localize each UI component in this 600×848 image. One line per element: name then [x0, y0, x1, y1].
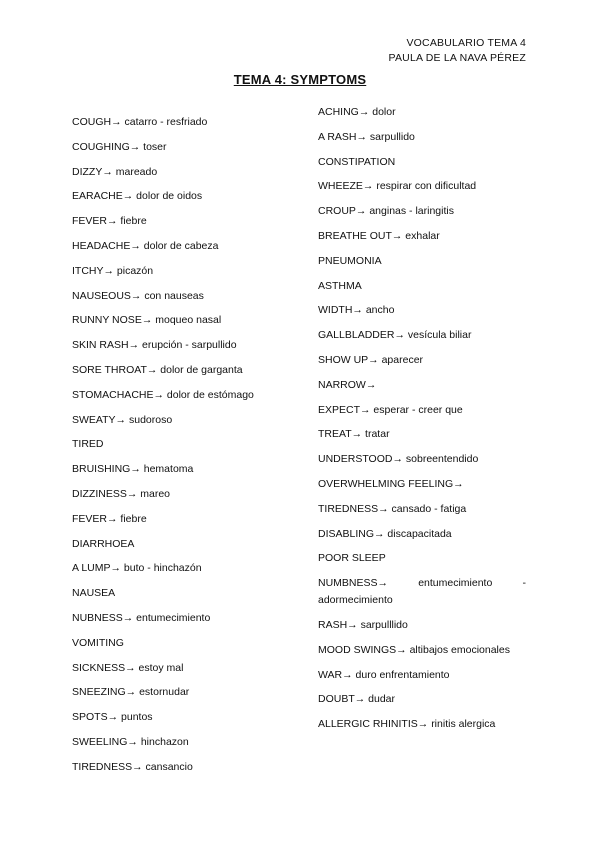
vocab-entry: STOMACHACHE→ dolor de estómago [72, 388, 254, 401]
vocab-entry: RASH→ sarpulllido [318, 618, 408, 631]
vocab-entry: SPOTS→ puntos [72, 711, 153, 724]
vocab-entry: WHEEZE→ respirar con dificultad [318, 180, 477, 193]
vocab-entry: SNEEZING→ estornudar [72, 686, 190, 699]
vocab-entry: DISABLING→ discapacitada [318, 527, 452, 540]
vocab-entry: A LUMP→ buto - hinchazón [72, 562, 202, 575]
document-header [286, 36, 526, 66]
vocab-entry: NUBNESS→ entumecimiento [72, 611, 211, 624]
vocab-entry: WAR→ duro enfrentamiento [318, 668, 450, 681]
vocab-entry: VOMITING [72, 636, 124, 649]
vocab-entry: UNDERSTOOD→ sobreentendido [318, 453, 479, 466]
vocab-entry: WIDTH→ ancho [318, 304, 395, 317]
vocab-entry: GALLBLADDER→ vesícula biliar [318, 329, 472, 342]
vocab-entry: MOOD SWINGS→ altibajos emocionales [318, 643, 510, 656]
vocabulary-right-column [318, 104, 526, 741]
vocab-entry: SWEELING→ hinchazon [72, 735, 189, 748]
vocab-entry: SHOW UP→ aparecer [318, 353, 424, 366]
vocab-entry: SWEATY→ sudoroso [72, 413, 173, 426]
vocab-entry: TIREDNESS→ cansancio [72, 760, 193, 773]
vocab-entry: OVERWHELMING FEELING→ [318, 477, 464, 490]
vocab-entry: TIREDNESS→ cansado - fatiga [318, 502, 467, 515]
vocab-entry: POOR SLEEP [318, 552, 386, 565]
vocab-entry: NAUSEA [72, 587, 116, 600]
vocab-entry: DIZZY→ mareado [72, 165, 158, 178]
vocab-entry: TIRED [72, 438, 104, 451]
vocab-entry: NUMBNESS→ entumecimiento - adormecimiento [318, 577, 526, 607]
vocab-entry: SKIN RASH→ erupción - sarpullido [72, 339, 237, 352]
vocab-entry: BREATHE OUT→ exhalar [318, 229, 440, 242]
vocabulary-left-column [72, 114, 297, 784]
vocab-entry: ACHING→ dolor [318, 106, 396, 118]
vocab-entry: FEVER→ fiebre [72, 215, 147, 228]
vocab-entry: RUNNY NOSE→ moqueo nasal [72, 314, 222, 327]
vocab-entry: CROUP→ anginas - laringitis [318, 205, 454, 218]
vocab-entry: NARROW→ [318, 378, 377, 391]
vocab-entry: TREAT→ tratar [318, 428, 390, 441]
vocab-entry: BRUISHING→ hematoma [72, 463, 194, 476]
vocab-entry: EXPECT→ esperar - creer que [318, 403, 463, 416]
vocab-entry: DIARRHOEA [72, 537, 135, 550]
vocab-entry: DOUBT→ dudar [318, 693, 396, 706]
vocab-entry: EARACHE→ dolor de oidos [72, 190, 203, 203]
page-title: TEMA 4: SYMPTOMS [233, 72, 367, 87]
vocab-entry: SORE THROAT→ dolor de garganta [72, 363, 243, 376]
header-author: PAULA DE LA NAVA PÉREZ [388, 52, 526, 64]
vocab-entry: SICKNESS→ estoy mal [72, 661, 184, 674]
vocab-entry: COUGH→ catarro - resfriado [72, 116, 208, 128]
vocab-entry: HEADACHE→ dolor de cabeza [72, 239, 219, 252]
vocab-entry: ALLERGIC RHINITIS→ rinitis alergica [318, 718, 496, 731]
vocab-entry: ASTHMA [318, 279, 362, 292]
vocab-entry: PNEUMONIA [318, 254, 382, 267]
vocab-entry: NAUSEOUS→ con nauseas [72, 289, 204, 302]
vocab-entry: FEVER→ fiebre [72, 512, 147, 525]
vocab-entry: COUGHING→ toser [72, 140, 167, 153]
vocab-entry: A RASH→ sarpullido [318, 130, 415, 143]
vocab-entry: CONSTIPATION [318, 155, 396, 168]
header-subject: VOCABULARIO TEMA 4 [406, 37, 526, 49]
vocab-entry: ITCHY→ picazón [72, 264, 154, 277]
vocab-entry: DIZZINESS→ mareo [72, 487, 171, 500]
